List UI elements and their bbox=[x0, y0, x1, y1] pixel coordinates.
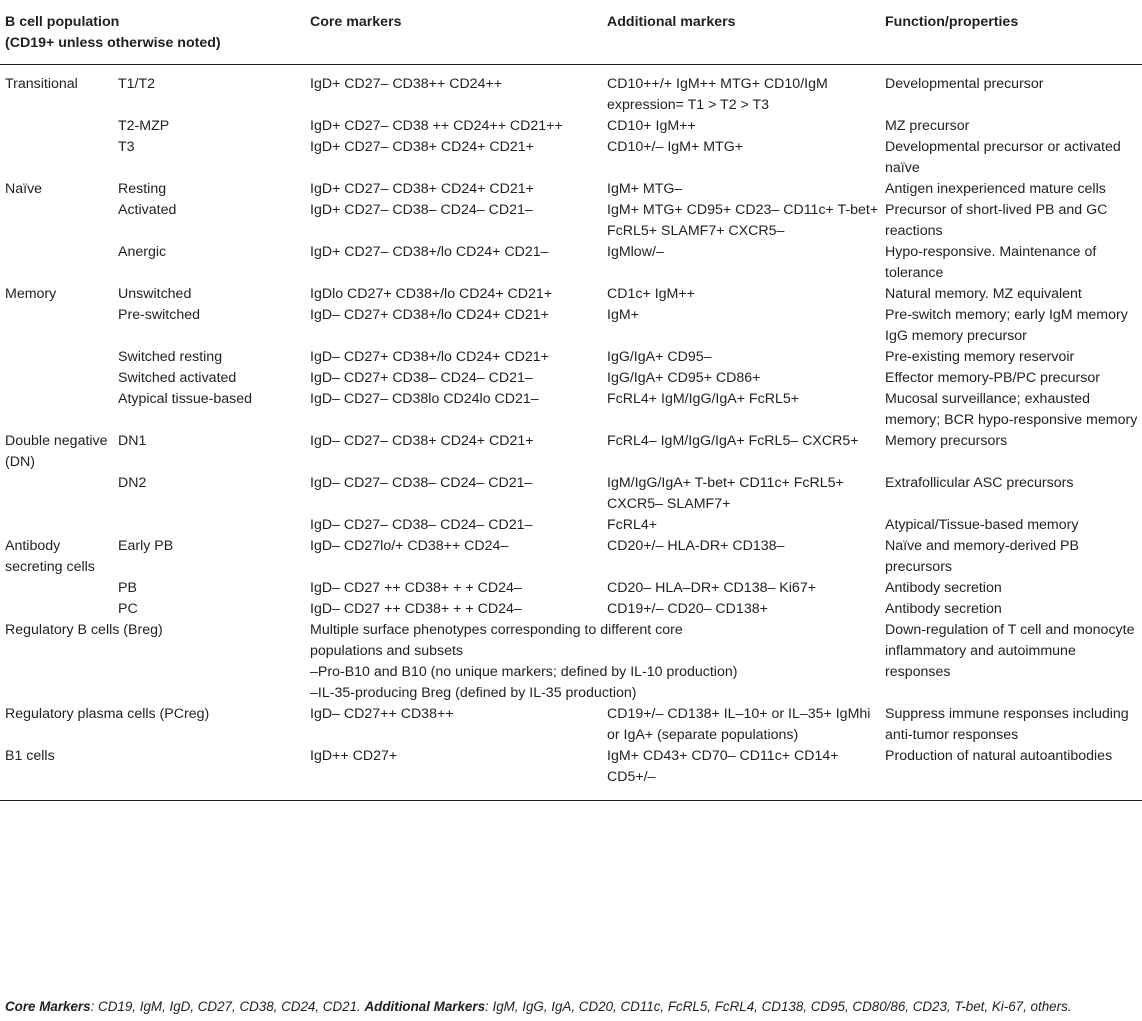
additional-markers: FcRL4– IgM/IgG/IgA+ FcRL5– CXCR5+ bbox=[607, 433, 859, 449]
table-row bbox=[0, 179, 1142, 200]
footnote-additional-label: Additional Markers bbox=[364, 999, 486, 1014]
core-markers: IgD– CD27lo/+ CD38++ CD24– bbox=[310, 538, 509, 554]
table-row bbox=[0, 284, 1142, 305]
additional-markers: IgMlow/– bbox=[607, 244, 664, 260]
header-population bbox=[0, 0, 305, 65]
breg-line4: –IL-35-producing Breg (defined by IL-35 production) bbox=[310, 685, 637, 701]
additional-markers: FcRL4+ IgM/IgG/IgA+ FcRL5+ bbox=[607, 391, 800, 407]
core-markers: IgD– CD27 ++ CD38+ + + CD24– bbox=[310, 580, 522, 596]
population-group bbox=[0, 368, 113, 389]
table-row bbox=[0, 242, 1142, 284]
function-text: Natural memory. MZ equivalent bbox=[885, 286, 1082, 302]
function-text: Pre-switch memory; early IgM memory bbox=[885, 307, 1128, 323]
header-population-line1: B cell population bbox=[5, 14, 120, 30]
footnote-core-text: : CD19, IgM, IgD, CD27, CD38, CD24, CD21. bbox=[90, 999, 365, 1014]
population-group bbox=[0, 473, 113, 515]
core-markers: IgD– CD27+ CD38+/lo CD24+ CD21+ bbox=[310, 349, 549, 365]
function-text: Pre-existing memory reservoir bbox=[885, 349, 1075, 365]
function-text: Antibody secretion bbox=[885, 601, 1002, 617]
additional-markers: IgG/IgA+ CD95+ CD86+ bbox=[607, 370, 761, 386]
core-markers: IgD+ CD27– CD38++ CD24++ bbox=[310, 76, 503, 92]
population-subset: T2-MZP bbox=[118, 118, 170, 134]
function-properties bbox=[880, 368, 1142, 389]
population-group bbox=[0, 389, 113, 431]
function-properties bbox=[880, 179, 1142, 200]
population-subset: Atypical tissue-based bbox=[118, 391, 253, 407]
population-group bbox=[0, 347, 113, 368]
core-markers: IgD+ CD27– CD38+/lo CD24+ CD21– bbox=[310, 244, 549, 260]
population-subset: Resting bbox=[118, 181, 167, 197]
table-body bbox=[0, 65, 1142, 801]
population-group: Memory bbox=[5, 286, 57, 302]
function-properties bbox=[880, 578, 1142, 599]
additional-markers: CD20– HLA–DR+ CD138– Ki67+ bbox=[607, 580, 816, 596]
table-row bbox=[0, 368, 1142, 389]
population-subset: Early PB bbox=[118, 538, 174, 554]
additional-markers: IgM+ MTG+ CD95+ CD23– CD11c+ T-bet+ FcRL5+ SLAMF7+ CXCR5– bbox=[607, 202, 879, 239]
additional-markers: CD19+/– CD138+ IL–10+ or IL–35+ IgMhi or IgA+ (separate populations) bbox=[607, 706, 871, 743]
function-properties bbox=[880, 473, 1142, 515]
population-group: Naïve bbox=[5, 181, 43, 197]
core-markers: IgD– CD27– CD38lo CD24lo CD21– bbox=[310, 391, 539, 407]
table-row bbox=[0, 515, 1142, 536]
breg-line3: –Pro-B10 and B10 (no unique markers; defined by IL-10 production) bbox=[310, 664, 738, 680]
table-header-row bbox=[0, 0, 1142, 65]
population-subset: Activated bbox=[118, 202, 177, 218]
breg-line1: Multiple surface phenotypes corresponding to different core bbox=[310, 622, 683, 638]
function-text: Hypo-responsive. Maintenance of tolerance bbox=[885, 244, 1097, 281]
core-markers: IgD+ CD27– CD38 ++ CD24++ CD21++ bbox=[310, 118, 563, 134]
population-subset: Switched activated bbox=[118, 370, 237, 386]
table-row bbox=[0, 473, 1142, 515]
population-subset: Switched resting bbox=[118, 349, 223, 365]
population-subset: Unswitched bbox=[118, 286, 192, 302]
header-additional-markers: Additional markers bbox=[607, 14, 736, 30]
function-properties: Suppress immune responses including anti-tumor responses bbox=[885, 706, 1129, 743]
function-properties bbox=[880, 536, 1142, 578]
table-footnote bbox=[5, 998, 1137, 1016]
additional-markers: FcRL4+ bbox=[607, 517, 658, 533]
population-label: B1 cells bbox=[5, 748, 55, 764]
additional-markers: CD20+/– HLA-DR+ CD138– bbox=[607, 538, 785, 554]
breg-description bbox=[305, 620, 880, 704]
function-text: MZ precursor bbox=[885, 118, 970, 134]
function-text: Extrafollicular ASC precursors bbox=[885, 475, 1074, 491]
population-group bbox=[0, 599, 113, 620]
table-row bbox=[0, 599, 1142, 620]
additional-markers: CD10+/– IgM+ MTG+ bbox=[607, 139, 744, 155]
function-properties bbox=[880, 305, 1142, 347]
function-properties bbox=[880, 137, 1142, 179]
core-markers: IgD+ CD27– CD38– CD24– CD21– bbox=[310, 202, 533, 218]
header-core-markers: Core markers bbox=[310, 14, 402, 30]
table-row-b1 bbox=[0, 746, 1142, 801]
function-text-extra: IgG memory precursor bbox=[885, 328, 1027, 344]
additional-markers: CD1c+ IgM++ bbox=[607, 286, 695, 302]
table-row bbox=[0, 431, 1142, 473]
core-markers: IgD– CD27– CD38+ CD24+ CD21+ bbox=[310, 433, 534, 449]
population-subset: T3 bbox=[118, 139, 135, 155]
function-properties bbox=[880, 515, 1142, 536]
core-markers: IgD++ CD27+ bbox=[310, 748, 398, 764]
core-markers: IgD– CD27– CD38– CD24– CD21– bbox=[310, 475, 533, 491]
population-label: Regulatory plasma cells (PCreg) bbox=[5, 706, 210, 722]
function-text: Antibody secretion bbox=[885, 580, 1002, 596]
function-text: Mucosal surveillance; exhausted memory; BCR hypo-responsive memory bbox=[885, 391, 1138, 428]
population-subset: DN1 bbox=[118, 433, 147, 449]
footnote-core-label: Core Markers bbox=[5, 999, 91, 1014]
function-text: Antigen inexperienced mature cells bbox=[885, 181, 1106, 197]
additional-markers: IgM+ MTG– bbox=[607, 181, 683, 197]
table-row bbox=[0, 305, 1142, 347]
table-row bbox=[0, 347, 1142, 368]
population-group bbox=[0, 305, 113, 347]
table-row bbox=[0, 389, 1142, 431]
core-markers: IgD– CD27++ CD38++ bbox=[310, 706, 454, 722]
core-markers: IgD+ CD27– CD38+ CD24+ CD21+ bbox=[310, 181, 534, 197]
additional-markers: IgM/IgG/IgA+ T-bet+ CD11c+ FcRL5+ CXCR5– SLAMF7+ bbox=[607, 475, 844, 512]
footnote-additional-text: : IgM, IgG, IgA, CD20, CD11c, FcRL5, FcRL4, CD138, CD95, CD80/86, CD23, T-bet, Ki-67, others. bbox=[485, 999, 1072, 1014]
additional-markers: CD10++/+ IgM++ MTG+ CD10/IgM expression= T1 > T2 > T3 bbox=[607, 76, 828, 113]
function-text: Memory precursors bbox=[885, 433, 1008, 449]
function-text: Naïve and memory-derived PB precursors bbox=[885, 538, 1079, 575]
core-markers: IgD– CD27+ CD38– CD24– CD21– bbox=[310, 370, 533, 386]
table-row bbox=[0, 536, 1142, 578]
function-properties bbox=[880, 65, 1142, 117]
core-markers: IgD+ CD27– CD38+ CD24+ CD21+ bbox=[310, 139, 534, 155]
function-properties: Production of natural autoantibodies bbox=[885, 748, 1113, 764]
table-row bbox=[0, 137, 1142, 179]
function-text: Precursor of short-lived PB and GC reactions bbox=[885, 202, 1108, 239]
table-row bbox=[0, 578, 1142, 599]
table-row bbox=[0, 116, 1142, 137]
population-subset: T1/T2 bbox=[118, 76, 156, 92]
population-group bbox=[0, 242, 113, 284]
core-markers: IgD– CD27 ++ CD38+ + + CD24– bbox=[310, 601, 522, 617]
population-label: Regulatory B cells (Breg) bbox=[5, 622, 163, 638]
function-properties bbox=[880, 200, 1142, 242]
function-properties bbox=[880, 284, 1142, 305]
table-row bbox=[0, 200, 1142, 242]
population-group: Double negative (DN) bbox=[5, 433, 108, 470]
function-properties bbox=[880, 347, 1142, 368]
population-subset: DN2 bbox=[118, 475, 147, 491]
population-group bbox=[0, 200, 113, 242]
core-markers: IgD– CD27– CD38– CD24– CD21– bbox=[310, 517, 533, 533]
header-population-line2: (CD19+ unless otherwise noted) bbox=[5, 35, 221, 51]
header-function: Function/properties bbox=[885, 14, 1019, 30]
population-group bbox=[0, 137, 113, 179]
population-group bbox=[0, 116, 113, 137]
core-markers: IgD– CD27+ CD38+/lo CD24+ CD21+ bbox=[310, 307, 549, 323]
function-properties: Down-regulation of T cell and monocyte inflammatory and autoimmune responses bbox=[885, 622, 1135, 680]
table-row-breg bbox=[0, 620, 1142, 704]
function-text: Atypical/Tissue-based memory bbox=[885, 517, 1079, 533]
population-subset: Anergic bbox=[118, 244, 167, 260]
population-group: Transitional bbox=[5, 76, 78, 92]
function-text: Developmental precursor bbox=[885, 76, 1044, 92]
population-subset: Pre-switched bbox=[118, 307, 201, 323]
population-subset: PC bbox=[118, 601, 138, 617]
function-text: Effector memory-PB/PC precursor bbox=[885, 370, 1100, 386]
breg-line2: populations and subsets bbox=[310, 643, 464, 659]
function-properties bbox=[880, 389, 1142, 431]
table-row bbox=[0, 65, 1142, 117]
function-properties bbox=[880, 431, 1142, 473]
population-group bbox=[0, 578, 113, 599]
additional-markers: IgM+ bbox=[607, 307, 639, 323]
function-properties bbox=[880, 116, 1142, 137]
core-markers: IgDlo CD27+ CD38+/lo CD24+ CD21+ bbox=[310, 286, 553, 302]
additional-markers: CD19+/– CD20– CD138+ bbox=[607, 601, 768, 617]
additional-markers: CD10+ IgM++ bbox=[607, 118, 696, 134]
population-subset: PB bbox=[118, 580, 137, 596]
function-properties bbox=[880, 242, 1142, 284]
population-group: Antibody secreting cells bbox=[5, 538, 95, 575]
function-properties bbox=[880, 599, 1142, 620]
additional-markers: IgG/IgA+ CD95– bbox=[607, 349, 712, 365]
population-subset bbox=[113, 515, 305, 536]
function-text: Developmental precursor or activated naïve bbox=[885, 139, 1121, 176]
table-row-pcreg bbox=[0, 704, 1142, 746]
additional-markers: IgM+ CD43+ CD70– CD11c+ CD14+ CD5+/– bbox=[607, 748, 839, 785]
population-group bbox=[0, 515, 113, 536]
